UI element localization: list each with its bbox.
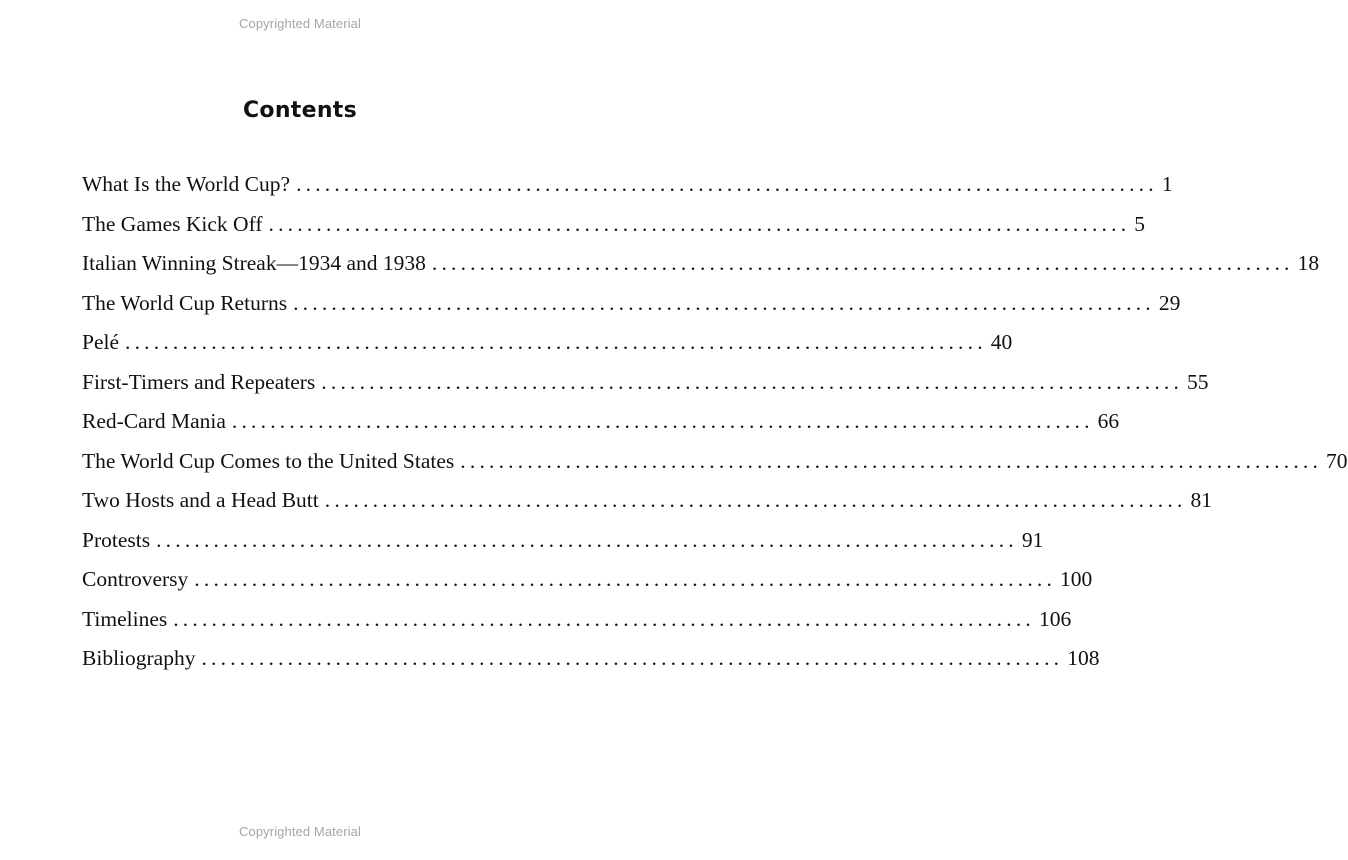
toc-entry (82, 560, 1093, 600)
toc-leader-dots: .......................................................................................... (431, 251, 1294, 275)
toc-entry-page: 66 (1097, 409, 1120, 433)
toc-entry (82, 244, 1320, 284)
toc-entry-title: Italian Winning Streak—1934 and 1938 (82, 251, 426, 275)
toc-leader-dots: .......................................................................................... (268, 211, 1131, 236)
copyright-watermark-top: Copyrighted Material (239, 16, 361, 31)
toc-entry-title: Pelé (82, 330, 120, 354)
toc-entry-page: 81 (1190, 488, 1213, 512)
toc-entry-title: The World Cup Comes to the United States (82, 448, 455, 473)
toc-leader-dots: .......................................................................................... (460, 448, 1323, 473)
toc-entry (82, 165, 1173, 205)
toc-entry (82, 481, 1213, 521)
toc-entry-title: Bibliography (82, 646, 196, 670)
toc-entry-page: 5 (1134, 211, 1146, 236)
toc-entry-page: 1 (1161, 172, 1173, 196)
toc-entry-title: The Games Kick Off (82, 211, 263, 236)
toc-leader-dots: .......................................................................................... (173, 606, 1035, 631)
toc-entry-title: The World Cup Returns (82, 290, 288, 315)
toc-entry (82, 284, 1181, 324)
toc-entry-title: Protests (82, 527, 151, 552)
toc-entry (82, 521, 1044, 561)
toc-entry-title: Two Hosts and a Head Butt (82, 488, 319, 512)
toc-entry-page: 106 (1038, 606, 1072, 631)
toc-entry (82, 639, 1100, 679)
toc-entry-title: Red-Card Mania (82, 409, 226, 433)
toc-entry-page: 55 (1187, 369, 1209, 394)
toc-leader-dots: .......................................................................................... (321, 369, 1184, 394)
toc-entry-title: Timelines (82, 606, 168, 631)
copyright-watermark-bottom: Copyrighted Material (239, 824, 361, 839)
toc-leader-dots: .......................................................................................... (296, 172, 1158, 196)
page-title: Contents (242, 98, 358, 123)
toc-entry (82, 323, 1013, 363)
toc-leader-dots: .......................................................................................... (156, 527, 1018, 552)
toc-leader-dots: .......................................................................................... (194, 567, 1057, 591)
toc-entry (82, 205, 1146, 245)
toc-entry-page: 108 (1067, 646, 1100, 670)
toc-entry (82, 363, 1209, 403)
toc-entry-title: What Is the World Cup? (82, 172, 291, 196)
toc-entry-page: 70 (1326, 448, 1348, 473)
toc-leader-dots: .......................................................................................... (125, 330, 987, 354)
table-of-contents (82, 165, 1348, 679)
toc-entry-title: First-Timers and Repeaters (82, 369, 316, 394)
toc-leader-dots: .......................................................................................... (201, 646, 1064, 670)
toc-leader-dots: .......................................................................................... (324, 488, 1187, 512)
toc-entry (82, 600, 1072, 640)
toc-entry (82, 402, 1120, 442)
toc-entry-page: 29 (1158, 290, 1181, 315)
toc-entry-page: 40 (990, 330, 1013, 354)
toc-leader-dots: .......................................................................................... (231, 409, 1094, 433)
toc-entry-page: 91 (1021, 527, 1044, 552)
toc-entry-page: 100 (1060, 567, 1093, 591)
toc-entry-page: 18 (1297, 251, 1320, 275)
toc-entry-title: Controversy (82, 567, 189, 591)
toc-leader-dots: .......................................................................................... (293, 290, 1155, 315)
toc-entry (82, 442, 1348, 482)
